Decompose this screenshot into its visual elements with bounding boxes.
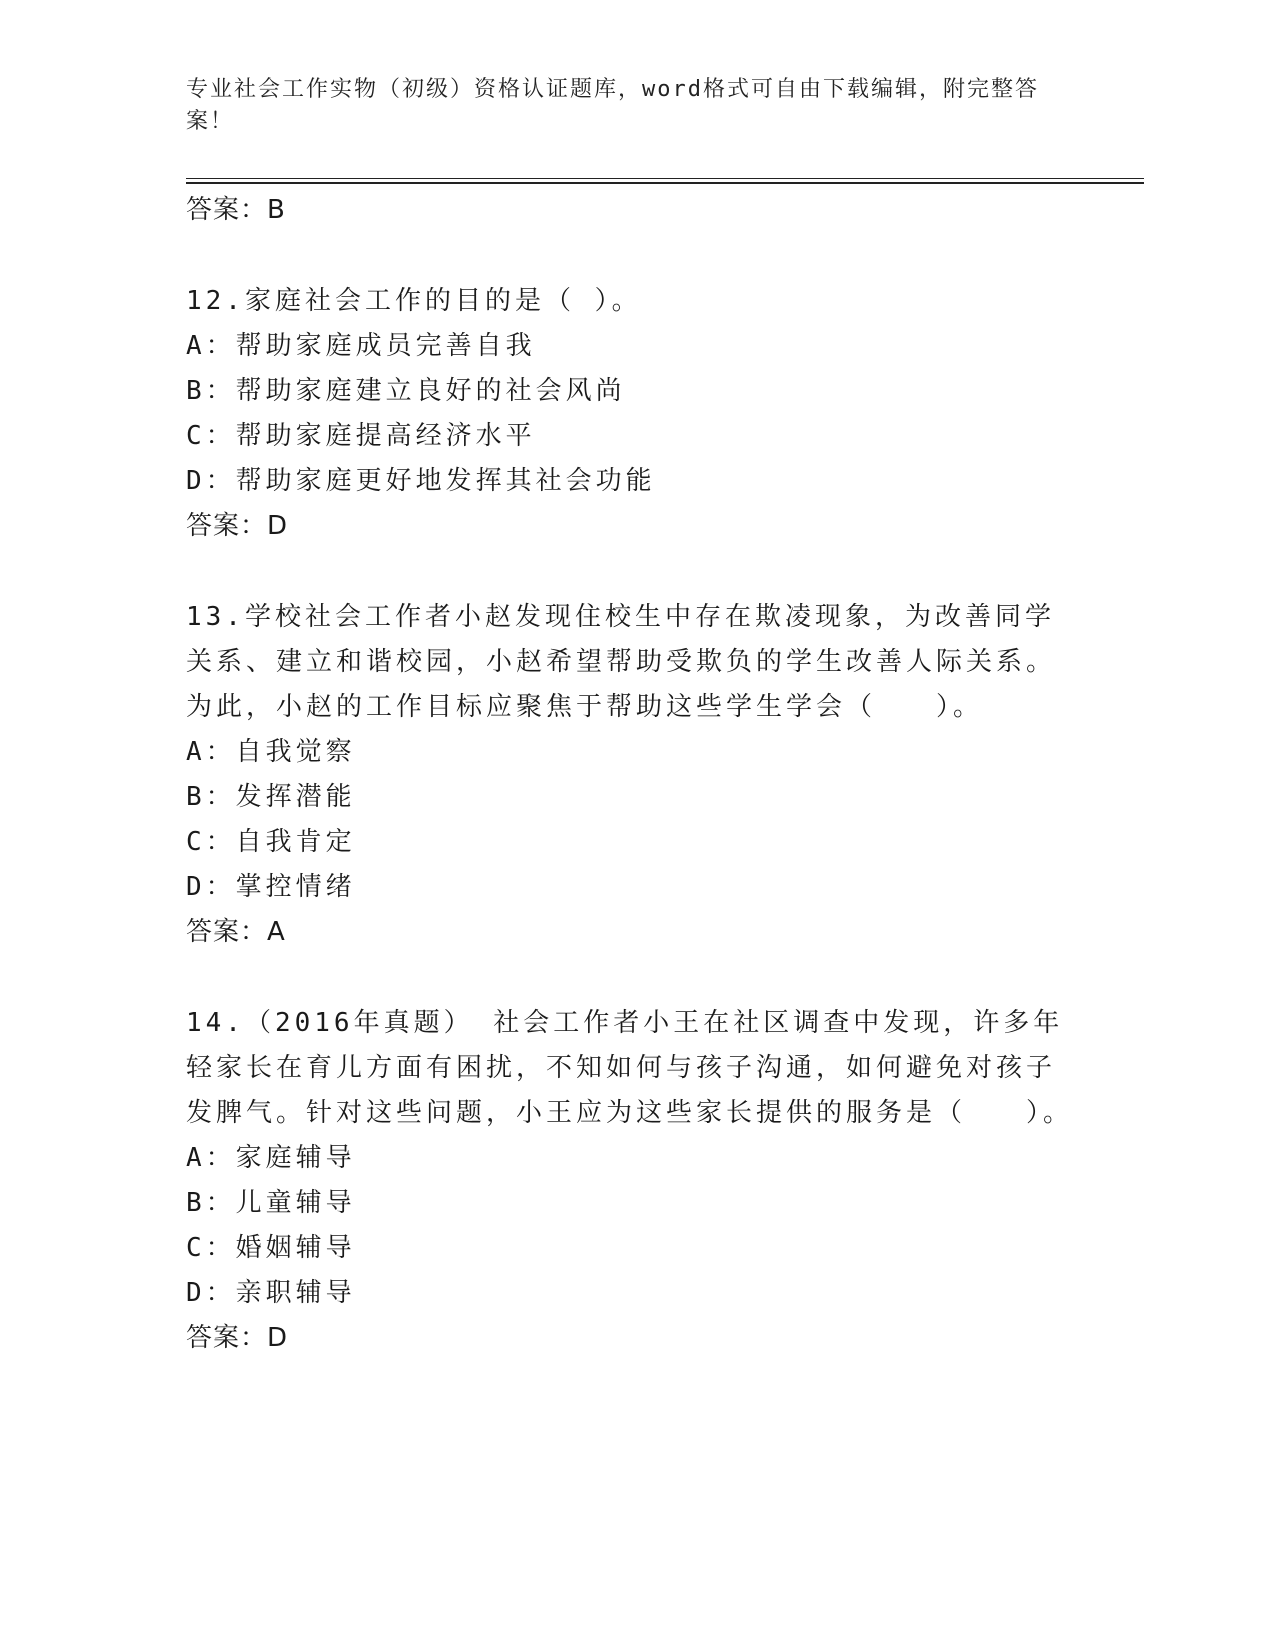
question-stem: 14.（2016年真题） 社会工作者小王在社区调查中发现，许多年轻家长在育儿方面有困扰，不知如何与孩子沟通，如何避免对孩子发脾气。针对这些问题，小王应为这些家长提供的服务是（ ）。	[186, 1008, 1074, 1128]
option-c: C：婚姻辅导	[186, 1233, 356, 1263]
answer-line: 答案：D	[186, 1323, 289, 1353]
option-d: D：掌控情绪	[186, 872, 356, 902]
header-divider-thin	[186, 178, 1144, 179]
option-b: B：发挥潜能	[186, 782, 356, 812]
option-a: A：自我觉察	[186, 737, 356, 767]
answer-line: 答案：D	[186, 511, 289, 541]
question-list	[186, 188, 1076, 1361]
question-block	[186, 279, 1076, 549]
option-a: A：家庭辅导	[186, 1143, 356, 1173]
option-b: B：帮助家庭建立良好的社会风尚	[186, 376, 626, 406]
option-d: D：亲职辅导	[186, 1278, 356, 1308]
answer-line: 答案：A	[186, 917, 286, 947]
header-divider-thick	[186, 182, 1144, 184]
question-stem: 13.学校社会工作者小赵发现住校生中存在欺凌现象，为改善同学关系、建立和谐校园，小赵希望帮助受欺负的学生改善人际关系。为此，小赵的工作目标应聚焦于帮助这些学生学会（ ）。	[186, 602, 1057, 722]
option-a: A：帮助家庭成员完善自我	[186, 331, 536, 361]
option-c: C：自我肯定	[186, 827, 356, 857]
question-block	[186, 1001, 1076, 1361]
option-c: C：帮助家庭提高经济水平	[186, 421, 536, 451]
page-header: 专业社会工作实物（初级）资格认证题库，word格式可自由下载编辑，附完整答案！	[186, 77, 1039, 134]
question-stem: 12.家庭社会工作的目的是（ ）。	[186, 286, 642, 316]
question-block	[186, 595, 1076, 955]
option-d: D：帮助家庭更好地发挥其社会功能	[186, 466, 656, 496]
answer-line: 答案：B	[186, 195, 286, 225]
option-b: B：儿童辅导	[186, 1188, 356, 1218]
